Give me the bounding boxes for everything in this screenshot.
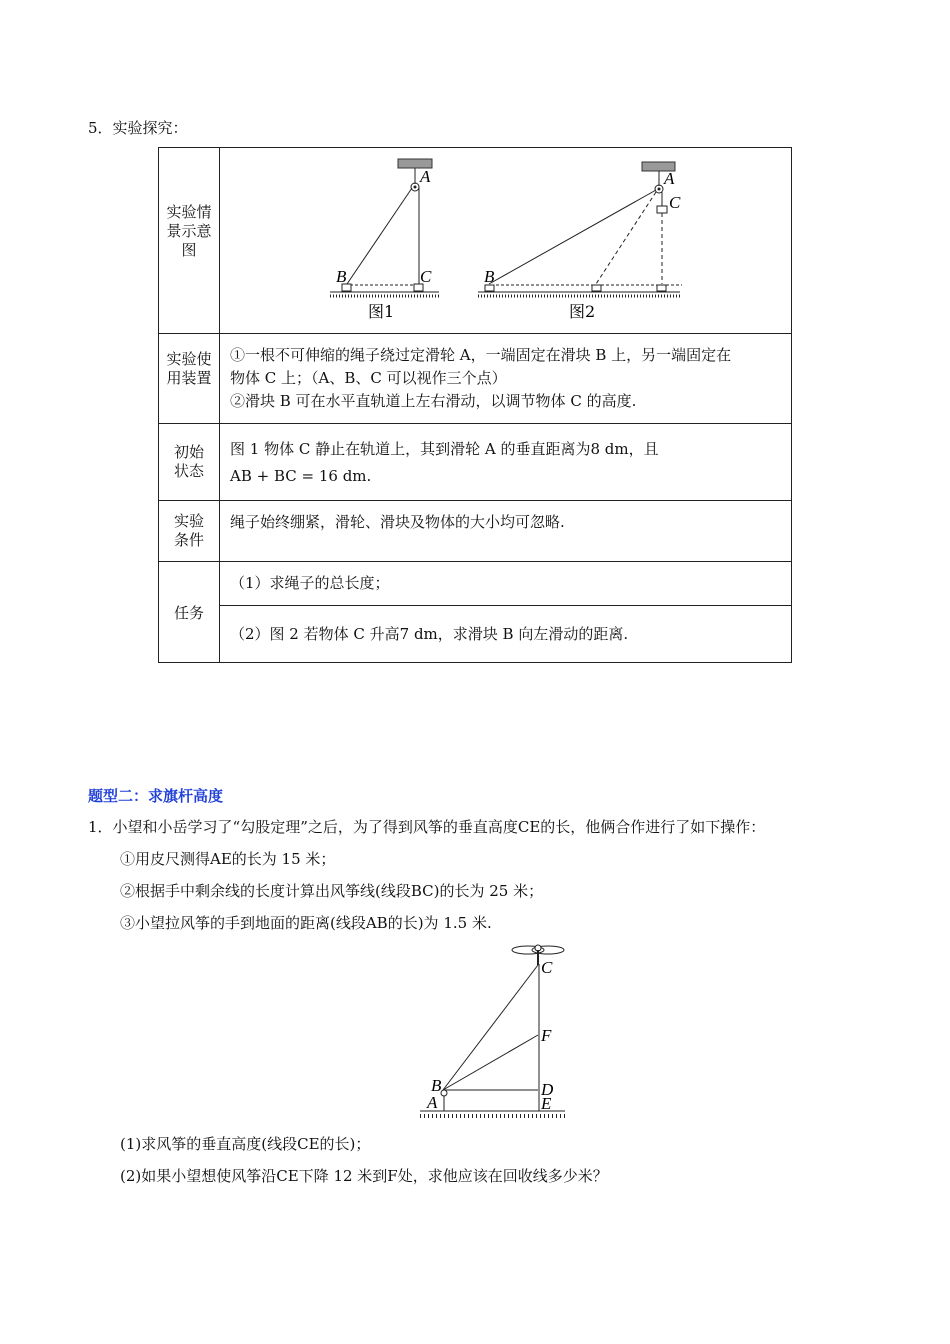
experiment-table — [158, 147, 792, 663]
row-label-initial: 初始状态 — [173, 443, 204, 480]
initial-line-1: 图 1 物体 C 静止在轨道上，其到滑轮 A 的垂直距离为8 dm，且 — [230, 440, 659, 458]
subquestion-2: (2)如果小望想使风筝沿CE下降 12 米到F处，求他应该在回收线多少米？ — [120, 1167, 608, 1185]
row-divider — [219, 605, 791, 606]
figure-2-caption: 图2 — [569, 302, 596, 321]
point-label-D: D — [541, 1080, 554, 1099]
question-5-title: 5．实验探究： — [88, 119, 188, 137]
device-text — [230, 344, 731, 413]
device-line-3: ②滑块 B 可在水平直轨道上左右滑动，以调节物体 C 的高度. — [230, 392, 637, 410]
point-label-C: C — [541, 958, 553, 977]
point-label-A: A — [664, 169, 675, 188]
row-label-device: 实验使用装置 — [166, 350, 212, 387]
point-label-A: A — [420, 167, 431, 186]
point-label-B: B — [431, 1076, 442, 1095]
question-1-text: 1．小望和小岳学习了“勾股定理”之后，为了得到风筝的垂直高度CE的长，他俩合作进行了如下操作： — [88, 818, 766, 836]
initial-text — [230, 436, 659, 490]
figure-2 — [478, 162, 682, 321]
person-icon — [441, 1090, 447, 1096]
point-label-C: C — [669, 193, 681, 212]
device-line-1: ①一根不可伸缩的绳子绕过定滑轮 A，一端固定在滑块 B 上，另一端固定在 — [230, 346, 732, 364]
row-divider — [159, 500, 791, 501]
subquestion-1: (1)求风筝的垂直高度(线段CE的长)； — [120, 1135, 371, 1153]
initial-line-2: AB + BC = 16 dm. — [230, 467, 372, 485]
step-1: ①用皮尺测得AE的长为 15 米； — [120, 850, 336, 868]
row-divider — [159, 423, 791, 424]
point-label-C: C — [420, 267, 432, 286]
row-label-conditions: 实验条件 — [173, 512, 204, 549]
experiment-figures — [220, 148, 791, 333]
step-3: ③小望拉风筝的手到地面的距离(线段AB的长)为 1.5 米. — [120, 914, 492, 932]
row-divider — [159, 561, 791, 562]
task-1-text: （1）求绳子的总长度； — [230, 574, 390, 592]
point-label-B: B — [336, 267, 347, 286]
conditions-text: 绳子始终绷紧，滑轮、滑块及物体的大小均可忽略. — [230, 513, 565, 531]
device-line-2: 物体 C 上；（A、B、C 可以视作三个点） — [230, 369, 507, 387]
figure-1-caption: 图1 — [368, 302, 395, 321]
row-label-scene: 实验情景示意图 — [166, 203, 212, 259]
kite-figure — [410, 935, 580, 1125]
kite-icon — [512, 945, 564, 965]
point-label-E: E — [541, 1094, 552, 1113]
row-divider — [159, 333, 791, 334]
point-label-F: F — [541, 1026, 552, 1045]
section-heading: 题型二：求旗杆高度 — [88, 787, 224, 805]
task-2-text: （2）图 2 若物体 C 升高7 dm，求滑块 B 向左滑动的距离. — [230, 625, 629, 643]
point-label-A: A — [427, 1093, 438, 1112]
figure-1 — [330, 159, 439, 321]
step-2: ②根据手中剩余线的长度计算出风筝线(线段BC)的长为 25 米； — [120, 882, 544, 900]
point-label-B: B — [484, 267, 495, 286]
row-label-task: 任务 — [173, 604, 204, 622]
